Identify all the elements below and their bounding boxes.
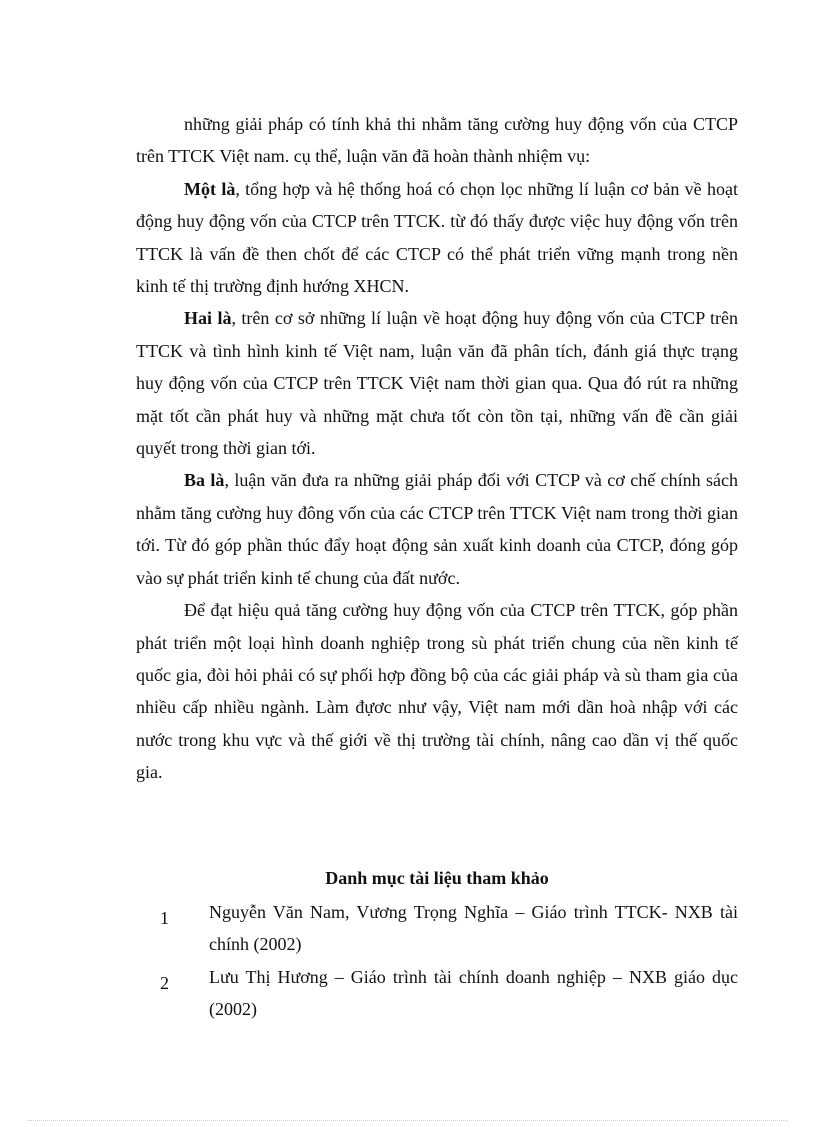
- reference-number: 2: [160, 973, 169, 993]
- paragraph-hai-la: [136, 302, 738, 464]
- paragraph-intro: những giải pháp có tính khả thi nhằm tăng cường huy động vốn của CTCP trên TTCK Việt nam. cụ thể, luận văn đã hoàn thành nhiệm vụ:: [136, 114, 738, 167]
- paragraph-ba-la: [136, 464, 738, 594]
- references-title: Danh mục tài liệu tham khảo: [325, 868, 549, 888]
- page-bottom-divider: [28, 1120, 788, 1121]
- paragraph-lead-hai-la: Hai là: [184, 308, 232, 329]
- reference-text: Nguyễn Văn Nam, Vương Trọng Nghĩa – Giáo trình TTCK- NXB tài chính (2002): [209, 902, 738, 955]
- paragraph-lead-mot-la: Một là: [184, 178, 236, 199]
- paragraph-text-hai-la: , trên cơ sở những lí luận về hoạt động huy động vốn của CTCP trên TTCK và tình hình kinh tế Việt nam, luận văn đã phân tích, đánh giá thực trạng huy động vốn của CTCP trên TTCK Việt nam thời gian qua. Qua đó rút ra những mặt tốt cần phát huy và những mặt chưa tốt còn tồn tại, những vấn đề cần giải quyết trong thời gian tới.: [136, 308, 738, 459]
- paragraph-conclusion: Để đạt hiệu quả tăng cường huy động vốn của CTCP trên TTCK, góp phần phát triển một loại hình doanh nghiệp trong sù phát triển chung của nền kinh tế quốc gia, đòi hỏi phải có sự phối hợp đồng bộ của các giải pháp và sù tham gia của nhiều cấp nhiều ngành. Làm đựơc như vậy, Việt nam mới dần hoà nhập với các nước trong khu vực và thế giới về thị trường tài chính, nâng cao dần vị thế quốc gia.: [136, 600, 738, 783]
- paragraph-text-mot-la: , tổng hợp và hệ thống hoá có chọn lọc những lí luận cơ bản về hoạt động huy động vốn của CTCP trên TTCK. từ đó thấy được việc huy động vốn trên TTCK là vấn đề then chốt để các CTCP có thể phát triển vững mạnh trong nền kinh tế thị trường định hướng XHCN.: [136, 178, 738, 297]
- reference-text: Lưu Thị Hương – Giáo trình tài chính doanh nghiệp – NXB giáo dục (2002): [209, 967, 738, 1020]
- reference-number: 1: [160, 908, 169, 928]
- paragraph-mot-la: [136, 173, 738, 303]
- paragraph-lead-ba-la: Ba là: [184, 470, 225, 491]
- paragraph-text-ba-la: , luận văn đưa ra những giải pháp đối với CTCP và cơ chế chính sách nhằm tăng cường huy đông vốn của các CTCP trên TTCK Việt nam trong thời gian tới. Từ đó góp phần thúc đẩy hoạt động sản xuất kinh doanh của CTCP, đóng góp vào sự phát triển kinh tế chung của đất nước.: [136, 470, 738, 588]
- body-text: [136, 108, 738, 789]
